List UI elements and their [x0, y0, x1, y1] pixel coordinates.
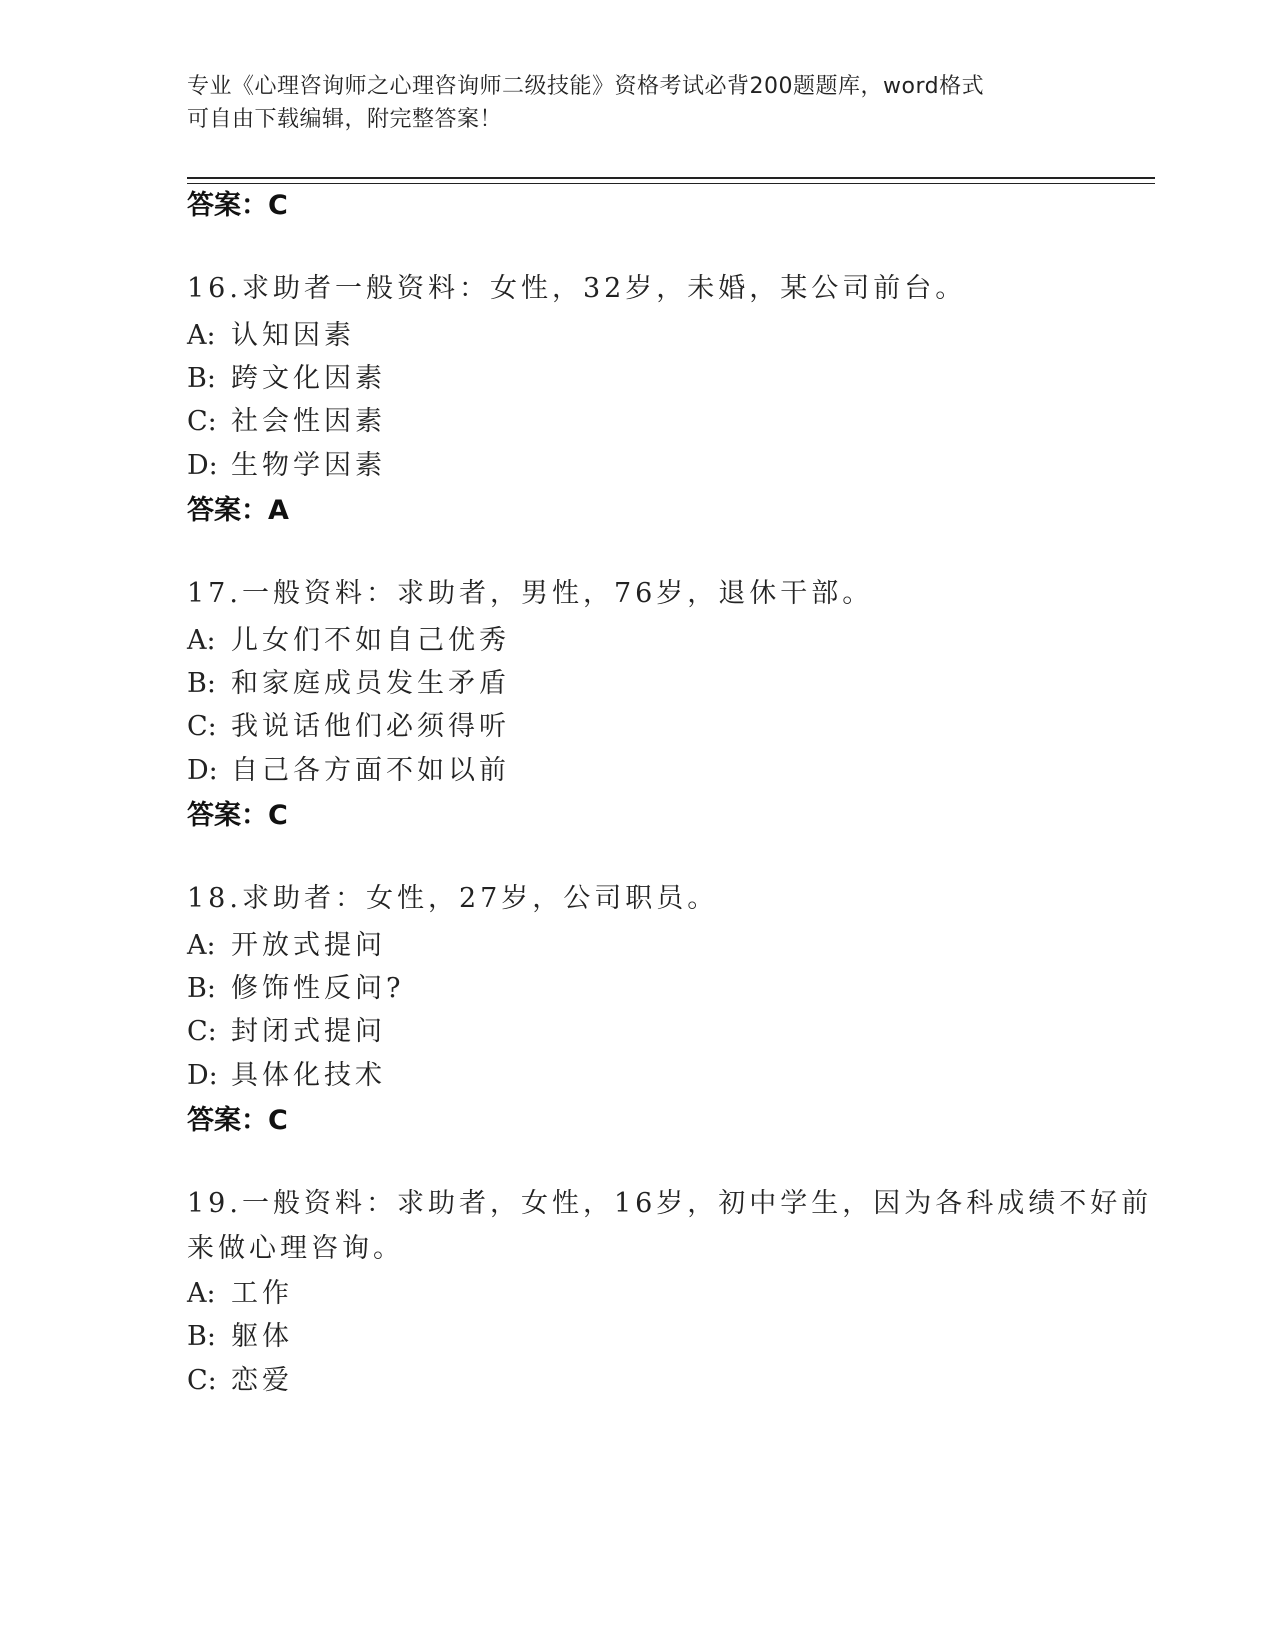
option-key: B:: [187, 973, 216, 1004]
question-17-option-b: [187, 661, 510, 700]
option-key: D:: [187, 450, 218, 481]
option-key: B:: [187, 1321, 216, 1352]
option-text: 自己各方面不如以前: [231, 755, 510, 786]
option-key: B:: [187, 363, 216, 394]
question-19-stem: [187, 1181, 1153, 1271]
question-19-stem-line-2: 来做心理咨询。: [187, 1233, 404, 1264]
question-16-option-b: [187, 356, 386, 395]
header-divider-thick: [187, 177, 1155, 179]
option-key: C:: [187, 1016, 217, 1047]
header-line-1: 专业《心理咨询师之心理咨询师二级技能》资格考试必背200题题库，word格式: [187, 74, 985, 99]
option-text: 我说话他们必须得听: [231, 711, 510, 742]
question-19-stem-line-1: 19.一般资料：求助者，女性，16岁，初中学生，因为各科成绩不好前: [187, 1188, 1153, 1219]
question-17-stem: 17.一般资料：求助者，男性，76岁，退休干部。: [187, 578, 874, 609]
option-text: 具体化技术: [231, 1060, 386, 1091]
question-18-stem: 18.求助者：女性，27岁，公司职员。: [187, 883, 719, 914]
question-18-option-c: [187, 1009, 386, 1048]
option-text: 社会性因素: [231, 406, 386, 437]
question-18-answer: 答案：C: [187, 1105, 288, 1136]
question-17-option-d: [187, 748, 510, 787]
option-key: A:: [187, 1278, 216, 1309]
header-line-2: 可自由下载编辑，附完整答案！: [187, 107, 503, 132]
option-text: 儿女们不如自己优秀: [231, 625, 510, 656]
question-18-option-d: [187, 1053, 386, 1092]
option-text: 工作: [231, 1278, 293, 1309]
question-18-option-a: [187, 923, 386, 962]
question-17-answer: 答案：C: [187, 800, 288, 831]
option-text: 生物学因素: [231, 450, 386, 481]
question-16-stem: 16.求助者一般资料：女性，32岁，未婚，某公司前台。: [187, 273, 967, 304]
question-18-option-b: [187, 966, 404, 1005]
option-text: 和家庭成员发生矛盾: [231, 668, 510, 699]
option-text: 封闭式提问: [231, 1016, 386, 1047]
document-header: [187, 70, 1087, 136]
question-19-option-a: [187, 1271, 293, 1310]
option-key: D:: [187, 1060, 218, 1091]
answer-previous: 答案：C: [187, 190, 288, 221]
header-divider-thin: [187, 183, 1155, 184]
question-16-option-d: [187, 443, 386, 482]
question-16-option-c: [187, 399, 386, 438]
option-text: 修饰性反问?: [231, 973, 405, 1004]
option-text: 恋爱: [231, 1365, 293, 1396]
option-key: B:: [187, 668, 216, 699]
option-text: 躯体: [231, 1321, 293, 1352]
option-text: 跨文化因素: [231, 363, 386, 394]
question-16-answer: 答案：A: [187, 495, 289, 526]
question-16-option-a: [187, 313, 355, 352]
option-key: C:: [187, 711, 217, 742]
option-key: D:: [187, 755, 218, 786]
option-key: C:: [187, 1365, 217, 1396]
question-19-option-b: [187, 1314, 293, 1353]
question-17-option-a: [187, 618, 510, 657]
option-text: 认知因素: [231, 320, 355, 351]
option-key: A:: [187, 930, 216, 961]
option-key: A:: [187, 320, 216, 351]
option-key: C:: [187, 406, 217, 437]
question-17-option-c: [187, 704, 510, 743]
question-19-option-c: [187, 1358, 293, 1397]
option-text: 开放式提问: [231, 930, 386, 961]
option-key: A:: [187, 625, 216, 656]
